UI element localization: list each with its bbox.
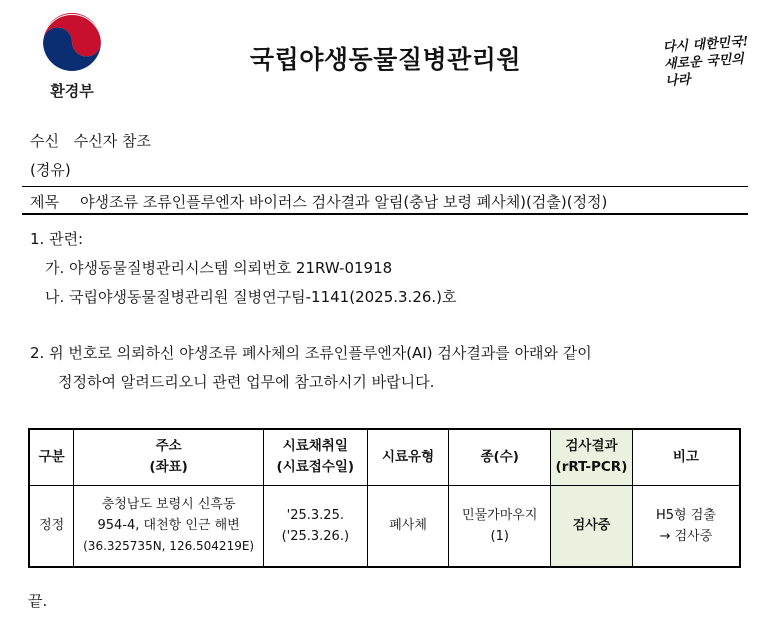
subject-label: 제목 xyxy=(30,193,59,211)
item-1-a: 가. 야생동물질병관리시스템 의뢰번호 21RW-01918 xyxy=(45,259,393,277)
cell-date xyxy=(263,485,367,567)
header-address-line-1: 주소 xyxy=(155,438,182,455)
header-address-line-2: (좌표) xyxy=(149,459,188,476)
header-date-line-1: 시료채취일 xyxy=(282,438,348,455)
cell-result: 검사중 xyxy=(551,485,633,567)
via-line: (경유) xyxy=(30,161,71,179)
header-category: 구분 xyxy=(29,429,74,485)
cell-address-line-1: 충청남도 보령시 신흑동 xyxy=(101,497,236,513)
slogan-line-2: 새로운 국민의 나라 xyxy=(663,51,745,90)
cell-address-line-2: 954-4, 대천항 인근 해변 xyxy=(97,518,240,534)
recipient-value: 수신자 참조 xyxy=(73,132,151,150)
header-note: 비고 xyxy=(632,429,740,485)
header-result-line-1: 검사결과 xyxy=(565,438,618,455)
result-table xyxy=(28,428,741,568)
header-date-line-2: (시료접수일) xyxy=(276,459,355,476)
slogan-line-1: 다시 대한민국! xyxy=(662,34,749,56)
subject-row xyxy=(22,186,748,215)
item-1-b: 나. 국립야생동물질병관리원 질병연구팀-1141(2025.3.26.)호 xyxy=(45,288,457,306)
header-result-line-2: (rRT-PCR) xyxy=(555,459,628,476)
cell-address xyxy=(74,485,264,567)
cell-address-line-3: (36.325735N, 126.504219E) xyxy=(83,539,255,554)
cell-species xyxy=(449,485,551,567)
cell-date-line-2: ('25.3.26.) xyxy=(281,528,350,544)
header-result xyxy=(551,429,633,485)
recipient-line xyxy=(30,130,151,151)
cell-note-line-1: H5형 검출 xyxy=(656,507,716,523)
cell-category: 정정 xyxy=(29,485,74,567)
cell-note xyxy=(632,485,740,567)
cell-type: 폐사체 xyxy=(367,485,449,567)
cell-date-line-1: '25.3.25. xyxy=(286,507,344,523)
table-row xyxy=(29,485,740,567)
item-2-line-2: 정정하여 알려드리오니 관련 업무에 참고하시기 바랍니다. xyxy=(58,373,435,391)
organization-title: 국립야생동물질병관리원 xyxy=(249,45,522,74)
header-date xyxy=(263,429,367,485)
header-species: 종(수) xyxy=(449,429,551,485)
recipient-label: 수신 xyxy=(30,132,59,150)
ministry-name: 환경부 xyxy=(50,82,94,100)
header-type: 시료유형 xyxy=(367,429,449,485)
slogan-signature xyxy=(662,33,761,91)
subject-value: 야생조류 조류인플루엔자 바이러스 검사결과 알림(충남 보령 폐사체)(검출)(정정) xyxy=(80,193,608,211)
header-address xyxy=(74,429,264,485)
item-1-title: 1. 관련: xyxy=(30,230,84,248)
cell-species-line-2: (1) xyxy=(490,528,509,544)
cell-note-line-2: → 검사중 xyxy=(659,528,713,544)
end-mark: 끝. xyxy=(28,592,48,610)
item-2-line-1: 2. 위 번호로 의뢰하신 야생조류 폐사체의 조류인플루엔자(AI) 검사결과를 아래와 같이 xyxy=(30,344,592,362)
cell-species-line-1: 민물가마우지 xyxy=(462,507,538,523)
table-header-row xyxy=(29,429,740,485)
